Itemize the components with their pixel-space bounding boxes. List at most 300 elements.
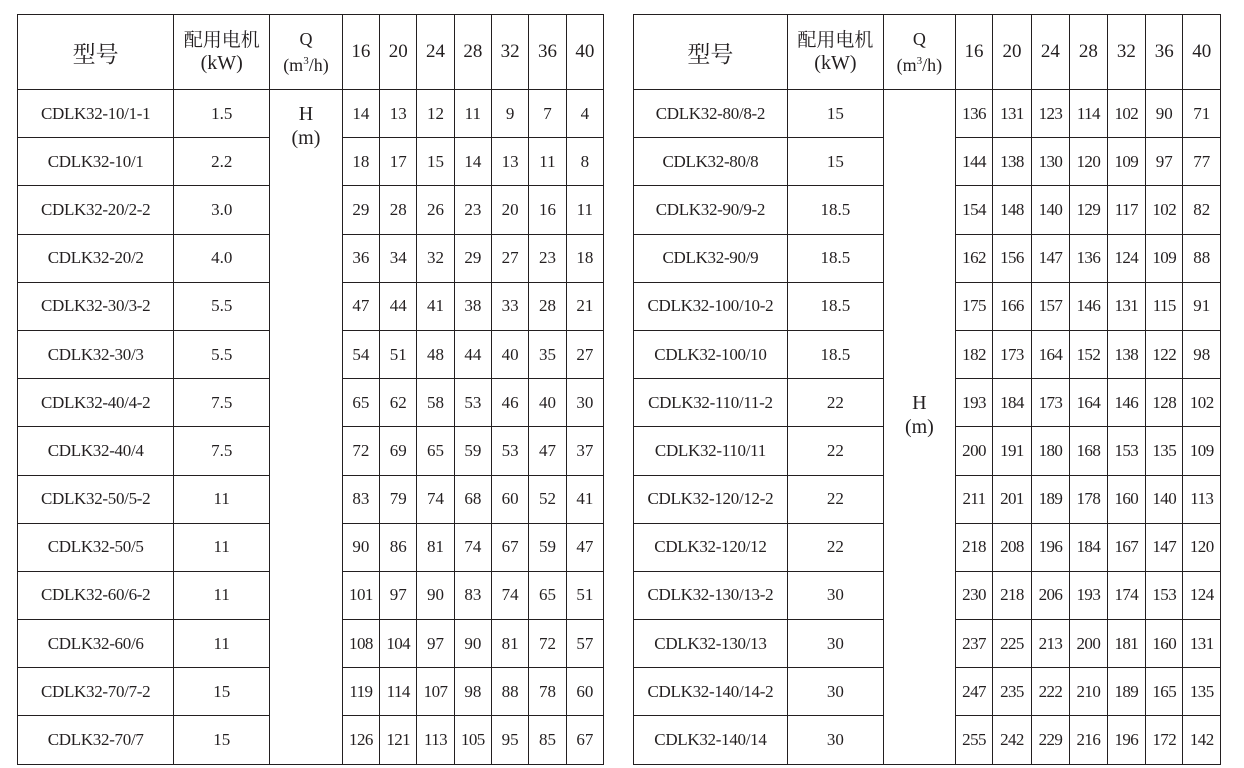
motor-power-cell: 18.5 [787, 282, 883, 330]
head-value-cell: 29 [342, 186, 379, 234]
head-value-cell: 34 [380, 234, 417, 282]
head-value-cell: 37 [566, 427, 603, 475]
head-value-cell: 9 [492, 90, 529, 138]
head-value-cell: 23 [529, 234, 566, 282]
model-cell: CDLK32-50/5-2 [18, 475, 174, 523]
head-value-cell: 81 [417, 523, 454, 571]
head-value-cell: 122 [1146, 330, 1183, 378]
head-value-cell: 123 [1031, 90, 1069, 138]
head-value-cell: 154 [955, 186, 992, 234]
head-value-cell: 229 [1031, 716, 1069, 764]
head-value-cell: 230 [955, 571, 992, 619]
model-cell: CDLK32-120/12 [634, 523, 788, 571]
head-value-cell: 237 [955, 620, 992, 668]
head-value-cell: 189 [1107, 668, 1145, 716]
motor-header-unit: (kW) [814, 52, 857, 74]
head-value-cell: 78 [529, 668, 566, 716]
flow-value-header: 20 [380, 15, 417, 90]
head-value-cell: 46 [492, 379, 529, 427]
head-value-cell: 156 [993, 234, 1031, 282]
head-value-cell: 114 [1070, 90, 1107, 138]
motor-power-cell: 11 [174, 571, 270, 619]
head-value-cell: 44 [380, 282, 417, 330]
pump-table-left [17, 14, 604, 765]
head-value-cell: 90 [417, 571, 454, 619]
motor-power-cell: 11 [174, 620, 270, 668]
flow-header-unit [884, 50, 955, 76]
head-value-cell: 146 [1070, 282, 1107, 330]
head-value-cell: 101 [342, 571, 379, 619]
head-value-cell: 128 [1146, 379, 1183, 427]
motor-power-cell: 5.5 [174, 330, 270, 378]
head-value-cell: 157 [1031, 282, 1069, 330]
model-cell: CDLK32-140/14-2 [634, 668, 788, 716]
head-value-cell: 72 [342, 427, 379, 475]
flow-unit-exponent: 3 [303, 55, 309, 67]
head-value-cell: 131 [1183, 620, 1221, 668]
table-row [634, 90, 1221, 138]
model-cell: CDLK32-130/13-2 [634, 571, 788, 619]
flow-header [270, 15, 343, 90]
flow-value-header: 24 [1031, 15, 1069, 90]
head-value-cell: 147 [1031, 234, 1069, 282]
motor-power-cell: 18.5 [787, 186, 883, 234]
head-value-cell: 44 [454, 330, 491, 378]
motor-power-cell: 30 [787, 571, 883, 619]
head-value-cell: 172 [1146, 716, 1183, 764]
motor-power-cell: 7.5 [174, 379, 270, 427]
head-value-cell: 17 [380, 138, 417, 186]
head-value-cell: 85 [529, 716, 566, 764]
head-value-cell: 47 [342, 282, 379, 330]
head-label: H [912, 392, 927, 415]
head-value-cell: 23 [454, 186, 491, 234]
head-value-cell: 30 [566, 379, 603, 427]
head-value-cell: 109 [1146, 234, 1183, 282]
motor-power-cell: 15 [174, 716, 270, 764]
head-label-spacer [884, 90, 955, 391]
head-value-cell: 225 [993, 620, 1031, 668]
head-value-cell: 148 [993, 186, 1031, 234]
head-value-cell: 18 [342, 138, 379, 186]
head-value-cell: 95 [492, 716, 529, 764]
model-cell: CDLK32-60/6 [18, 620, 174, 668]
motor-power-cell: 22 [787, 475, 883, 523]
model-cell: CDLK32-10/1 [18, 138, 174, 186]
head-value-cell: 114 [380, 668, 417, 716]
head-value-cell: 67 [492, 523, 529, 571]
model-cell: CDLK32-60/6-2 [18, 571, 174, 619]
head-value-cell: 90 [342, 523, 379, 571]
head-value-cell: 40 [529, 379, 566, 427]
head-value-cell: 117 [1107, 186, 1145, 234]
head-value-cell: 200 [1070, 620, 1107, 668]
head-value-cell: 200 [955, 427, 992, 475]
head-value-cell: 115 [1146, 282, 1183, 330]
head-value-cell: 138 [1107, 330, 1145, 378]
head-value-cell: 130 [1031, 138, 1069, 186]
head-value-cell: 196 [1107, 716, 1145, 764]
flow-value-header: 32 [492, 15, 529, 90]
head-value-cell: 47 [566, 523, 603, 571]
model-cell: CDLK32-90/9 [634, 234, 788, 282]
head-value-cell: 135 [1146, 427, 1183, 475]
model-cell: CDLK32-130/13 [634, 620, 788, 668]
head-value-cell: 173 [993, 330, 1031, 378]
head-value-cell: 142 [1183, 716, 1221, 764]
table-body-left [18, 90, 604, 765]
model-header: 型号 [634, 15, 788, 90]
motor-header-label: 配用电机 [183, 29, 260, 51]
head-value-cell: 57 [566, 620, 603, 668]
head-value-cell: 136 [955, 90, 992, 138]
head-value-cell: 120 [1070, 138, 1107, 186]
head-value-cell: 152 [1070, 330, 1107, 378]
head-value-cell: 102 [1146, 186, 1183, 234]
head-value-cell: 27 [566, 330, 603, 378]
head-value-cell: 48 [417, 330, 454, 378]
head-label-cell [270, 90, 343, 765]
table-row [18, 90, 604, 138]
flow-value-header: 40 [566, 15, 603, 90]
head-value-cell: 98 [1183, 330, 1221, 378]
head-value-cell: 59 [529, 523, 566, 571]
model-cell: CDLK32-10/1-1 [18, 90, 174, 138]
head-value-cell: 129 [1070, 186, 1107, 234]
model-cell: CDLK32-110/11 [634, 427, 788, 475]
motor-power-cell: 11 [174, 523, 270, 571]
head-value-cell: 88 [1183, 234, 1221, 282]
model-cell: CDLK32-30/3-2 [18, 282, 174, 330]
head-value-cell: 184 [993, 379, 1031, 427]
pump-table-right [633, 14, 1221, 765]
motor-power-cell: 30 [787, 620, 883, 668]
head-value-cell: 14 [342, 90, 379, 138]
model-cell: CDLK32-140/14 [634, 716, 788, 764]
head-value-cell: 28 [529, 282, 566, 330]
motor-power-cell: 2.2 [174, 138, 270, 186]
head-value-cell: 15 [417, 138, 454, 186]
head-value-cell: 140 [1031, 186, 1069, 234]
head-value-cell: 136 [1070, 234, 1107, 282]
model-cell: CDLK32-70/7-2 [18, 668, 174, 716]
head-value-cell: 124 [1183, 571, 1221, 619]
head-value-cell: 213 [1031, 620, 1069, 668]
flow-value-header: 28 [454, 15, 491, 90]
head-value-cell: 29 [454, 234, 491, 282]
head-value-cell: 35 [529, 330, 566, 378]
head-value-cell: 54 [342, 330, 379, 378]
head-value-cell: 13 [380, 90, 417, 138]
model-cell: CDLK32-120/12-2 [634, 475, 788, 523]
head-unit: (m) [291, 127, 321, 150]
head-value-cell: 167 [1107, 523, 1145, 571]
head-value-cell: 181 [1107, 620, 1145, 668]
head-value-cell: 21 [566, 282, 603, 330]
model-cell: CDLK32-20/2 [18, 234, 174, 282]
head-value-cell: 69 [380, 427, 417, 475]
head-value-cell: 53 [492, 427, 529, 475]
motor-power-cell: 15 [174, 668, 270, 716]
head-value-cell: 121 [380, 716, 417, 764]
head-value-cell: 51 [380, 330, 417, 378]
flow-value-header: 36 [1146, 15, 1183, 90]
head-value-cell: 65 [342, 379, 379, 427]
head-value-cell: 90 [1146, 90, 1183, 138]
flow-unit-prefix: (m [283, 55, 304, 75]
head-value-cell: 83 [454, 571, 491, 619]
head-value-cell: 20 [492, 186, 529, 234]
head-value-cell: 113 [1183, 475, 1221, 523]
head-value-cell: 97 [380, 571, 417, 619]
head-value-cell: 83 [342, 475, 379, 523]
head-value-cell: 79 [380, 475, 417, 523]
motor-power-cell: 7.5 [174, 427, 270, 475]
head-value-cell: 12 [417, 90, 454, 138]
motor-power-cell: 1.5 [174, 90, 270, 138]
model-cell: CDLK32-40/4 [18, 427, 174, 475]
head-value-cell: 102 [1183, 379, 1221, 427]
head-unit: (m) [904, 416, 934, 439]
head-value-cell: 140 [1146, 475, 1183, 523]
model-cell: CDLK32-80/8 [634, 138, 788, 186]
flow-value-header: 28 [1070, 15, 1107, 90]
head-value-cell: 62 [380, 379, 417, 427]
head-label: H [298, 103, 314, 126]
head-value-cell: 119 [342, 668, 379, 716]
head-value-cell: 59 [454, 427, 491, 475]
model-cell: CDLK32-70/7 [18, 716, 174, 764]
head-value-cell: 14 [454, 138, 491, 186]
head-value-cell: 81 [492, 620, 529, 668]
head-value-cell: 210 [1070, 668, 1107, 716]
head-value-cell: 206 [1031, 571, 1069, 619]
head-value-cell: 102 [1107, 90, 1145, 138]
flow-unit-suffix: /h) [308, 55, 329, 75]
head-value-cell: 189 [1031, 475, 1069, 523]
table-header-row [18, 15, 604, 90]
head-value-cell: 82 [1183, 186, 1221, 234]
head-value-cell: 107 [417, 668, 454, 716]
head-value-cell: 182 [955, 330, 992, 378]
head-value-cell: 147 [1146, 523, 1183, 571]
flow-header-unit [270, 50, 342, 76]
head-value-cell: 8 [566, 138, 603, 186]
head-label-cell [883, 90, 955, 765]
head-value-cell: 193 [1070, 571, 1107, 619]
head-value-cell: 27 [492, 234, 529, 282]
head-value-cell: 74 [492, 571, 529, 619]
head-value-cell: 165 [1146, 668, 1183, 716]
motor-power-cell: 30 [787, 716, 883, 764]
motor-power-cell: 22 [787, 523, 883, 571]
head-value-cell: 193 [955, 379, 992, 427]
head-value-cell: 97 [1146, 138, 1183, 186]
head-value-cell: 146 [1107, 379, 1145, 427]
model-cell: CDLK32-80/8-2 [634, 90, 788, 138]
head-value-cell: 98 [454, 668, 491, 716]
head-value-cell: 18 [566, 234, 603, 282]
head-value-cell: 255 [955, 716, 992, 764]
head-value-cell: 11 [566, 186, 603, 234]
head-value-cell: 108 [342, 620, 379, 668]
head-value-cell: 178 [1070, 475, 1107, 523]
flow-value-header: 32 [1107, 15, 1145, 90]
model-header: 型号 [18, 15, 174, 90]
head-value-cell: 97 [417, 620, 454, 668]
head-value-cell: 60 [492, 475, 529, 523]
motor-power-cell: 30 [787, 668, 883, 716]
flow-unit-exponent: 3 [916, 55, 923, 67]
head-value-cell: 218 [955, 523, 992, 571]
head-value-cell: 196 [1031, 523, 1069, 571]
motor-power-cell: 22 [787, 379, 883, 427]
head-value-cell: 201 [993, 475, 1031, 523]
flow-value-header: 24 [417, 15, 454, 90]
head-value-cell: 113 [417, 716, 454, 764]
head-value-cell: 247 [955, 668, 992, 716]
head-value-cell: 109 [1107, 138, 1145, 186]
flow-unit-prefix: (m [896, 55, 917, 75]
head-value-cell: 7 [529, 90, 566, 138]
head-value-cell: 180 [1031, 427, 1069, 475]
head-value-cell: 72 [529, 620, 566, 668]
head-value-cell: 162 [955, 234, 992, 282]
head-label-spacer [270, 90, 342, 102]
model-cell: CDLK32-100/10-2 [634, 282, 788, 330]
flow-value-header: 16 [342, 15, 379, 90]
head-value-cell: 164 [1031, 330, 1069, 378]
flow-unit-suffix: /h) [922, 55, 943, 75]
head-value-cell: 26 [417, 186, 454, 234]
head-value-cell: 28 [380, 186, 417, 234]
head-value-cell: 131 [1107, 282, 1145, 330]
head-value-cell: 160 [1146, 620, 1183, 668]
head-value-cell: 52 [529, 475, 566, 523]
motor-power-cell: 5.5 [174, 282, 270, 330]
head-value-cell: 11 [454, 90, 491, 138]
head-value-cell: 40 [492, 330, 529, 378]
head-value-cell: 131 [993, 90, 1031, 138]
head-value-cell: 138 [993, 138, 1031, 186]
head-value-cell: 11 [529, 138, 566, 186]
motor-power-cell: 15 [787, 138, 883, 186]
head-value-cell: 51 [566, 571, 603, 619]
head-value-cell: 77 [1183, 138, 1221, 186]
motor-power-header [787, 15, 883, 90]
head-value-cell: 211 [955, 475, 992, 523]
head-value-cell: 47 [529, 427, 566, 475]
head-value-cell: 65 [417, 427, 454, 475]
head-value-cell: 68 [454, 475, 491, 523]
head-value-cell: 173 [1031, 379, 1069, 427]
head-value-cell: 160 [1107, 475, 1145, 523]
model-cell: CDLK32-110/11-2 [634, 379, 788, 427]
model-cell: CDLK32-30/3 [18, 330, 174, 378]
model-cell: CDLK32-20/2-2 [18, 186, 174, 234]
head-value-cell: 164 [1070, 379, 1107, 427]
table-header-row [634, 15, 1221, 90]
head-value-cell: 65 [529, 571, 566, 619]
head-value-cell: 242 [993, 716, 1031, 764]
motor-power-cell: 18.5 [787, 234, 883, 282]
head-value-cell: 91 [1183, 282, 1221, 330]
head-value-cell: 32 [417, 234, 454, 282]
flow-header [883, 15, 955, 90]
head-value-cell: 105 [454, 716, 491, 764]
head-value-cell: 222 [1031, 668, 1069, 716]
head-value-cell: 191 [993, 427, 1031, 475]
table-body-right [634, 90, 1221, 765]
head-value-cell: 218 [993, 571, 1031, 619]
head-value-cell: 41 [566, 475, 603, 523]
head-value-cell: 104 [380, 620, 417, 668]
head-value-cell: 33 [492, 282, 529, 330]
model-cell: CDLK32-50/5 [18, 523, 174, 571]
head-value-cell: 208 [993, 523, 1031, 571]
head-value-cell: 53 [454, 379, 491, 427]
model-cell: CDLK32-40/4-2 [18, 379, 174, 427]
head-value-cell: 67 [566, 716, 603, 764]
head-value-cell: 90 [454, 620, 491, 668]
head-value-cell: 109 [1183, 427, 1221, 475]
head-value-cell: 175 [955, 282, 992, 330]
motor-power-cell: 18.5 [787, 330, 883, 378]
head-value-cell: 38 [454, 282, 491, 330]
flow-value-header: 16 [955, 15, 992, 90]
head-value-cell: 153 [1146, 571, 1183, 619]
flow-value-header: 20 [993, 15, 1031, 90]
motor-power-cell: 22 [787, 427, 883, 475]
head-value-cell: 74 [417, 475, 454, 523]
head-value-cell: 71 [1183, 90, 1221, 138]
flow-header-label: Q [912, 29, 926, 49]
head-value-cell: 86 [380, 523, 417, 571]
head-value-cell: 235 [993, 668, 1031, 716]
flow-value-header: 36 [529, 15, 566, 90]
motor-power-header [174, 15, 270, 90]
head-value-cell: 60 [566, 668, 603, 716]
model-cell: CDLK32-90/9-2 [634, 186, 788, 234]
motor-header-label: 配用电机 [797, 29, 874, 51]
motor-power-cell: 15 [787, 90, 883, 138]
motor-power-cell: 3.0 [174, 186, 270, 234]
head-value-cell: 16 [529, 186, 566, 234]
head-value-cell: 13 [492, 138, 529, 186]
head-value-cell: 153 [1107, 427, 1145, 475]
head-value-cell: 184 [1070, 523, 1107, 571]
head-value-cell: 58 [417, 379, 454, 427]
flow-header-label: Q [299, 29, 313, 49]
model-cell: CDLK32-100/10 [634, 330, 788, 378]
head-value-cell: 120 [1183, 523, 1221, 571]
head-value-cell: 124 [1107, 234, 1145, 282]
head-value-cell: 74 [454, 523, 491, 571]
motor-power-cell: 4.0 [174, 234, 270, 282]
head-value-cell: 166 [993, 282, 1031, 330]
motor-header-unit: (kW) [200, 52, 243, 74]
head-value-cell: 144 [955, 138, 992, 186]
head-value-cell: 36 [342, 234, 379, 282]
head-value-cell: 174 [1107, 571, 1145, 619]
head-value-cell: 126 [342, 716, 379, 764]
head-value-cell: 168 [1070, 427, 1107, 475]
motor-power-cell: 11 [174, 475, 270, 523]
head-value-cell: 88 [492, 668, 529, 716]
flow-value-header: 40 [1183, 15, 1221, 90]
head-value-cell: 4 [566, 90, 603, 138]
head-value-cell: 135 [1183, 668, 1221, 716]
